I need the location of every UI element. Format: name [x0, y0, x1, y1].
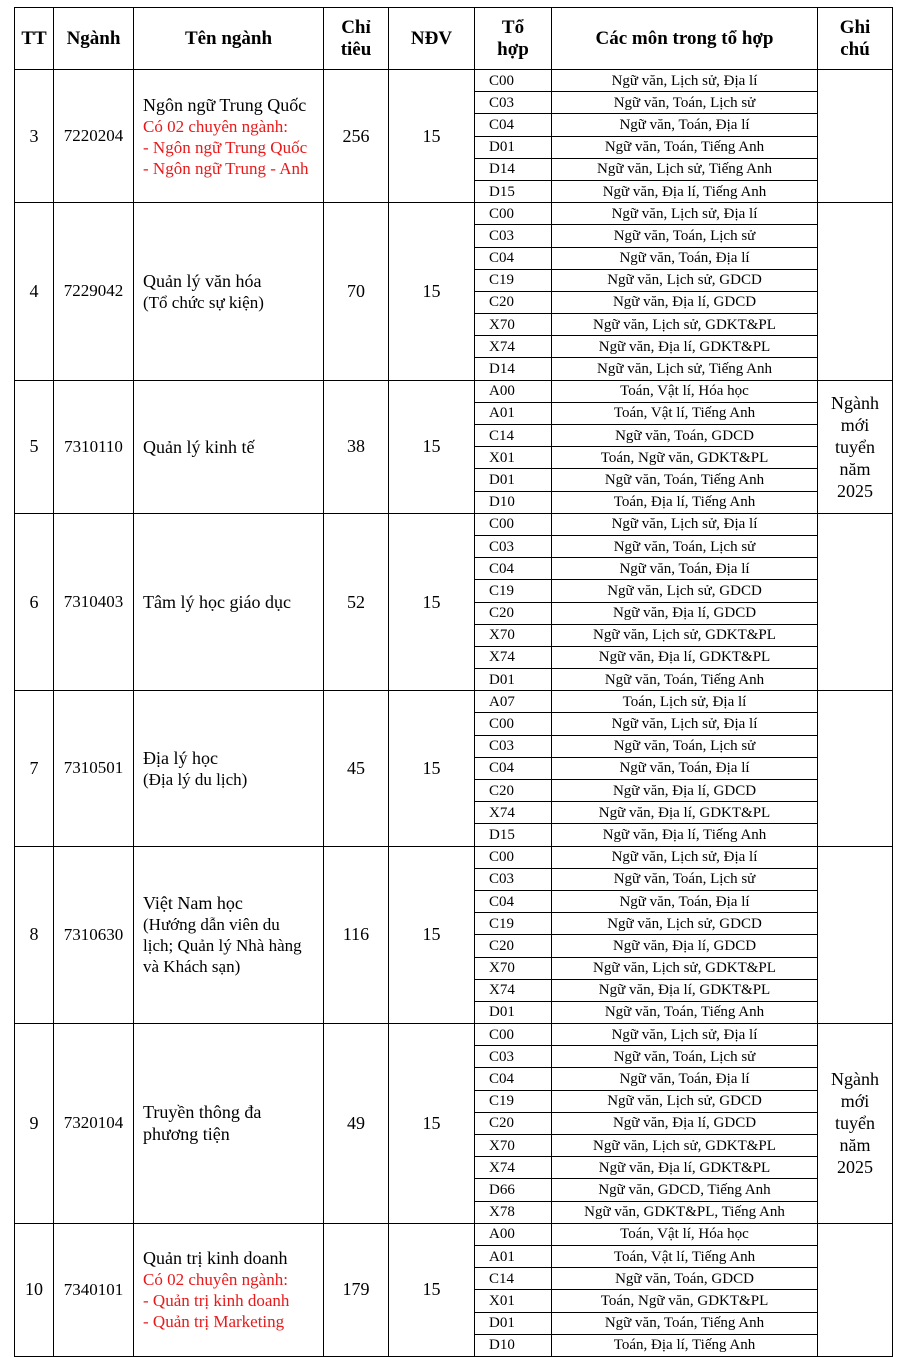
- major-name: [134, 691, 324, 846]
- combo-subjects: Ngữ văn, Toán, Địa lí: [552, 247, 818, 269]
- note-line: 2025: [837, 480, 873, 501]
- combo-subjects: Toán, Vật lí, Tiếng Anh: [552, 402, 818, 424]
- note-cell: [818, 513, 893, 691]
- combo-code: C20: [475, 935, 552, 957]
- major-code: 7229042: [54, 203, 134, 381]
- header-to-hop-line1: Tổ: [501, 16, 525, 38]
- combo-code: C20: [475, 602, 552, 624]
- combo-subjects: Toán, Địa lí, Tiếng Anh: [552, 491, 818, 513]
- combo-code: C20: [475, 780, 552, 802]
- combo-subjects: Ngữ văn, Địa lí, GDKT&PL: [552, 1157, 818, 1179]
- note-cell: [818, 380, 893, 513]
- combo-code: C19: [475, 580, 552, 602]
- ndv-value: 15: [389, 1024, 475, 1224]
- combo-code: C04: [475, 757, 552, 779]
- combo-code: X74: [475, 1157, 552, 1179]
- combo-subjects: Toán, Vật lí, Hóa học: [552, 1223, 818, 1245]
- combo-subjects: Toán, Địa lí, Tiếng Anh: [552, 1334, 818, 1356]
- quota: 49: [324, 1024, 389, 1224]
- combo-code: C04: [475, 558, 552, 580]
- combo-subjects: Ngữ văn, Toán, Địa lí: [552, 558, 818, 580]
- combo-subjects: Ngữ văn, Toán, Lịch sử: [552, 225, 818, 247]
- combo-subjects: Ngữ văn, Toán, Lịch sử: [552, 1046, 818, 1068]
- combo-code: X01: [475, 1290, 552, 1312]
- combo-subjects: Ngữ văn, Địa lí, GDCD: [552, 1112, 818, 1134]
- combo-subjects: Ngữ văn, Toán, Địa lí: [552, 1068, 818, 1090]
- combo-code: X70: [475, 1135, 552, 1157]
- combo-code: D15: [475, 180, 552, 202]
- row-number: 7: [15, 691, 54, 846]
- major-code: 7310501: [54, 691, 134, 846]
- admissions-table-wrapper: [14, 7, 893, 1357]
- combo-code: C14: [475, 1268, 552, 1290]
- combo-code: C14: [475, 425, 552, 447]
- combo-code: C04: [475, 114, 552, 136]
- combo-code: C03: [475, 225, 552, 247]
- header-ghi-chu-line2: chú: [840, 38, 870, 60]
- combo-code: C19: [475, 913, 552, 935]
- note-cell: [818, 203, 893, 381]
- ndv-value: 15: [389, 691, 475, 846]
- major-code: 7310110: [54, 380, 134, 513]
- header-ndv: NĐV: [389, 8, 475, 70]
- combo-code: C04: [475, 1068, 552, 1090]
- combo-subjects: Ngữ văn, Lịch sử, GDKT&PL: [552, 957, 818, 979]
- combo-code: X70: [475, 957, 552, 979]
- row-number: 9: [15, 1024, 54, 1224]
- combo-code: X01: [475, 447, 552, 469]
- combo-subjects: Toán, Ngữ văn, GDKT&PL: [552, 1290, 818, 1312]
- combo-subjects: Ngữ văn, Toán, Lịch sử: [552, 535, 818, 557]
- header-nganh: Ngành: [54, 8, 134, 70]
- combo-code: C00: [475, 1024, 552, 1046]
- note-cell: [818, 691, 893, 846]
- combo-code: C03: [475, 1046, 552, 1068]
- specialization-line: - Ngôn ngữ Trung Quốc: [143, 137, 308, 157]
- quota: 45: [324, 691, 389, 846]
- note-line: tuyển: [835, 1113, 875, 1134]
- combo-code: C00: [475, 513, 552, 535]
- row-number: 10: [15, 1223, 54, 1356]
- combo-code: X74: [475, 979, 552, 1001]
- specialization-line: - Quản trị Marketing: [143, 1312, 285, 1332]
- note-line: tuyển: [835, 436, 875, 457]
- major-name-line: (Hướng dẫn viên du: [143, 915, 280, 935]
- header-cac-mon: Các môn trong tổ hợp: [552, 8, 818, 70]
- combo-subjects: Ngữ văn, Địa lí, Tiếng Anh: [552, 180, 818, 202]
- combo-code: D15: [475, 824, 552, 846]
- combo-code: C04: [475, 247, 552, 269]
- header-chi-tieu-line2: tiêu: [340, 38, 372, 60]
- major-name: [134, 513, 324, 691]
- major-name-line: phương tiện: [143, 1124, 230, 1145]
- combo-subjects: Ngữ văn, Địa lí, GDKT&PL: [552, 979, 818, 1001]
- major-name-line: Quản lý kinh tế: [143, 436, 255, 457]
- combo-code: A00: [475, 380, 552, 402]
- combo-code: C00: [475, 70, 552, 92]
- combo-code: D10: [475, 1334, 552, 1356]
- row-number: 6: [15, 513, 54, 691]
- combo-code: X74: [475, 802, 552, 824]
- combo-subjects: Ngữ văn, GDKT&PL, Tiếng Anh: [552, 1201, 818, 1223]
- combo-code: A07: [475, 691, 552, 713]
- major-name-line: (Địa lý du lịch): [143, 769, 248, 789]
- combo-subjects: Ngữ văn, Lịch sử, GDKT&PL: [552, 314, 818, 336]
- combo-subjects: Ngữ văn, Toán, GDCD: [552, 425, 818, 447]
- combo-subjects: Ngữ văn, Toán, Địa lí: [552, 890, 818, 912]
- major-name-line: Việt Nam học: [143, 893, 243, 914]
- combo-code: D01: [475, 1312, 552, 1334]
- header-tt: TT: [15, 8, 54, 70]
- combo-subjects: Ngữ văn, Địa lí, GDCD: [552, 602, 818, 624]
- note-line: Ngành: [831, 1069, 879, 1090]
- combo-subjects: Ngữ văn, Toán, Tiếng Anh: [552, 469, 818, 491]
- major-name: [134, 203, 324, 381]
- major-name-line: Ngôn ngữ Trung Quốc: [143, 94, 307, 115]
- combo-subjects: Ngữ văn, Toán, GDCD: [552, 1268, 818, 1290]
- combo-subjects: Ngữ văn, Lịch sử, Địa lí: [552, 846, 818, 868]
- combo-subjects: Ngữ văn, Lịch sử, Tiếng Anh: [552, 158, 818, 180]
- header-ghi-chu-line1: Ghi: [839, 16, 871, 38]
- combo-code: C03: [475, 92, 552, 114]
- combo-subjects: Ngữ văn, Lịch sử, GDKT&PL: [552, 1135, 818, 1157]
- major-code: 7320104: [54, 1024, 134, 1224]
- combo-subjects: Ngữ văn, Lịch sử, GDKT&PL: [552, 624, 818, 646]
- note-cell: [818, 70, 893, 203]
- combo-code: D01: [475, 136, 552, 158]
- combo-code: X78: [475, 1201, 552, 1223]
- combo-code: X74: [475, 646, 552, 668]
- combo-code: X74: [475, 336, 552, 358]
- combo-code: C03: [475, 535, 552, 557]
- combo-subjects: Ngữ văn, GDCD, Tiếng Anh: [552, 1179, 818, 1201]
- combo-subjects: Ngữ văn, Lịch sử, Địa lí: [552, 70, 818, 92]
- table-row: [15, 513, 893, 535]
- combo-code: C00: [475, 713, 552, 735]
- combo-subjects: Ngữ văn, Lịch sử, GDCD: [552, 1090, 818, 1112]
- major-name-line: lịch; Quản lý Nhà hàng: [143, 936, 302, 956]
- quota: 52: [324, 513, 389, 691]
- combo-code: C03: [475, 735, 552, 757]
- combo-code: C19: [475, 269, 552, 291]
- row-number: 3: [15, 70, 54, 203]
- combo-subjects: Ngữ văn, Địa lí, GDCD: [552, 935, 818, 957]
- combo-code: C20: [475, 1112, 552, 1134]
- header-chi-tieu: [324, 8, 389, 70]
- header-ten-nganh: Tên ngành: [134, 8, 324, 70]
- note-line: Ngành: [831, 392, 879, 413]
- combo-subjects: Ngữ văn, Toán, Địa lí: [552, 757, 818, 779]
- quota: 256: [324, 70, 389, 203]
- combo-code: D10: [475, 491, 552, 513]
- combo-subjects: Ngữ văn, Toán, Địa lí: [552, 114, 818, 136]
- combo-subjects: Ngữ văn, Lịch sử, GDCD: [552, 269, 818, 291]
- combo-subjects: Ngữ văn, Toán, Tiếng Anh: [552, 669, 818, 691]
- combo-subjects: Ngữ văn, Địa lí, GDCD: [552, 780, 818, 802]
- combo-subjects: Ngữ văn, Toán, Lịch sử: [552, 92, 818, 114]
- major-name: [134, 1223, 324, 1356]
- major-code: 7340101: [54, 1223, 134, 1356]
- ndv-value: 15: [389, 513, 475, 691]
- table-row: [15, 70, 893, 92]
- specialization-line: Có 02 chuyên ngành:: [143, 1270, 288, 1290]
- combo-code: C19: [475, 1090, 552, 1112]
- combo-code: C04: [475, 890, 552, 912]
- combo-code: X70: [475, 624, 552, 646]
- major-name-line: (Tổ chức sự kiện): [143, 292, 264, 312]
- quota: 116: [324, 846, 389, 1024]
- major-code: 7310630: [54, 846, 134, 1024]
- quota: 70: [324, 203, 389, 381]
- header-ghi-chu: [818, 8, 893, 70]
- combo-subjects: Toán, Lịch sử, Địa lí: [552, 691, 818, 713]
- combo-code: C20: [475, 291, 552, 313]
- major-name: [134, 70, 324, 203]
- combo-subjects: Ngữ văn, Địa lí, GDKT&PL: [552, 646, 818, 668]
- table-row: [15, 846, 893, 868]
- combo-code: D01: [475, 669, 552, 691]
- specialization-line: - Quản trị kinh doanh: [143, 1291, 290, 1311]
- combo-subjects: Ngữ văn, Toán, Lịch sử: [552, 868, 818, 890]
- combo-code: D14: [475, 358, 552, 380]
- combo-code: C03: [475, 868, 552, 890]
- major-name-line: Tâm lý học giáo dục: [143, 592, 291, 612]
- combo-subjects: Ngữ văn, Lịch sử, Địa lí: [552, 203, 818, 225]
- major-name: [134, 380, 324, 513]
- combo-subjects: Toán, Vật lí, Hóa học: [552, 380, 818, 402]
- row-number: 5: [15, 380, 54, 513]
- combo-subjects: Ngữ văn, Lịch sử, Địa lí: [552, 513, 818, 535]
- combo-subjects: Toán, Ngữ văn, GDKT&PL: [552, 447, 818, 469]
- specialization-line: Có 02 chuyên ngành:: [143, 116, 288, 136]
- combo-code: D01: [475, 469, 552, 491]
- combo-subjects: Ngữ văn, Địa lí, Tiếng Anh: [552, 824, 818, 846]
- combo-code: D01: [475, 1001, 552, 1023]
- combo-subjects: Ngữ văn, Địa lí, GDKT&PL: [552, 336, 818, 358]
- major-name: [134, 1024, 324, 1224]
- row-number: 4: [15, 203, 54, 381]
- major-name-line: Địa lý học: [143, 747, 218, 768]
- ndv-value: 15: [389, 846, 475, 1024]
- combo-subjects: Ngữ văn, Lịch sử, GDCD: [552, 913, 818, 935]
- ndv-value: 15: [389, 203, 475, 381]
- ndv-value: 15: [389, 1223, 475, 1356]
- major-name-line: Truyền thông đa: [143, 1102, 262, 1123]
- combo-subjects: Ngữ văn, Toán, Tiếng Anh: [552, 136, 818, 158]
- combo-code: C00: [475, 846, 552, 868]
- combo-code: C00: [475, 203, 552, 225]
- table-row: [15, 203, 893, 225]
- table-row: [15, 691, 893, 713]
- major-code: 7310403: [54, 513, 134, 691]
- combo-code: A01: [475, 1245, 552, 1267]
- note-line: mới: [840, 1091, 870, 1112]
- note-cell: [818, 1223, 893, 1356]
- combo-code: A01: [475, 402, 552, 424]
- note-line: năm: [839, 458, 871, 479]
- quota: 38: [324, 380, 389, 513]
- note-line: mới: [840, 414, 870, 435]
- specialization-line: - Ngôn ngữ Trung - Anh: [143, 158, 309, 178]
- major-name-line: và Khách sạn): [143, 957, 241, 977]
- combo-subjects: Ngữ văn, Toán, Tiếng Anh: [552, 1001, 818, 1023]
- header-chi-tieu-line1: Chỉ: [341, 16, 371, 38]
- major-code: 7220204: [54, 70, 134, 203]
- note-line: năm: [839, 1135, 871, 1156]
- combo-code: D14: [475, 158, 552, 180]
- combo-subjects: Ngữ văn, Lịch sử, Địa lí: [552, 713, 818, 735]
- table-row: [15, 380, 893, 402]
- quota: 179: [324, 1223, 389, 1356]
- note-cell: [818, 1024, 893, 1224]
- combo-subjects: Ngữ văn, Lịch sử, Tiếng Anh: [552, 358, 818, 380]
- combo-code: X70: [475, 314, 552, 336]
- ndv-value: 15: [389, 70, 475, 203]
- table-row: [15, 1223, 893, 1245]
- combo-subjects: Ngữ văn, Lịch sử, GDCD: [552, 580, 818, 602]
- combo-code: A00: [475, 1223, 552, 1245]
- table-body: [15, 70, 893, 1357]
- combo-subjects: Ngữ văn, Địa lí, GDKT&PL: [552, 802, 818, 824]
- combo-subjects: Ngữ văn, Toán, Tiếng Anh: [552, 1312, 818, 1334]
- major-name: [134, 846, 324, 1024]
- major-name-line: Quản lý văn hóa: [143, 270, 262, 291]
- major-name-line: Quản trị kinh doanh: [143, 1248, 288, 1269]
- admissions-table: [14, 7, 893, 1357]
- combo-subjects: Toán, Vật lí, Tiếng Anh: [552, 1245, 818, 1267]
- combo-subjects: Ngữ văn, Địa lí, GDCD: [552, 291, 818, 313]
- combo-subjects: Ngữ văn, Lịch sử, Địa lí: [552, 1024, 818, 1046]
- table-row: [15, 1024, 893, 1046]
- header-to-hop-line2: hợp: [497, 38, 529, 60]
- note-line: 2025: [837, 1157, 873, 1178]
- header-to-hop: [475, 8, 552, 70]
- table-header: [15, 8, 893, 70]
- combo-subjects: Ngữ văn, Toán, Lịch sử: [552, 735, 818, 757]
- row-number: 8: [15, 846, 54, 1024]
- note-cell: [818, 846, 893, 1024]
- combo-code: D66: [475, 1179, 552, 1201]
- ndv-value: 15: [389, 380, 475, 513]
